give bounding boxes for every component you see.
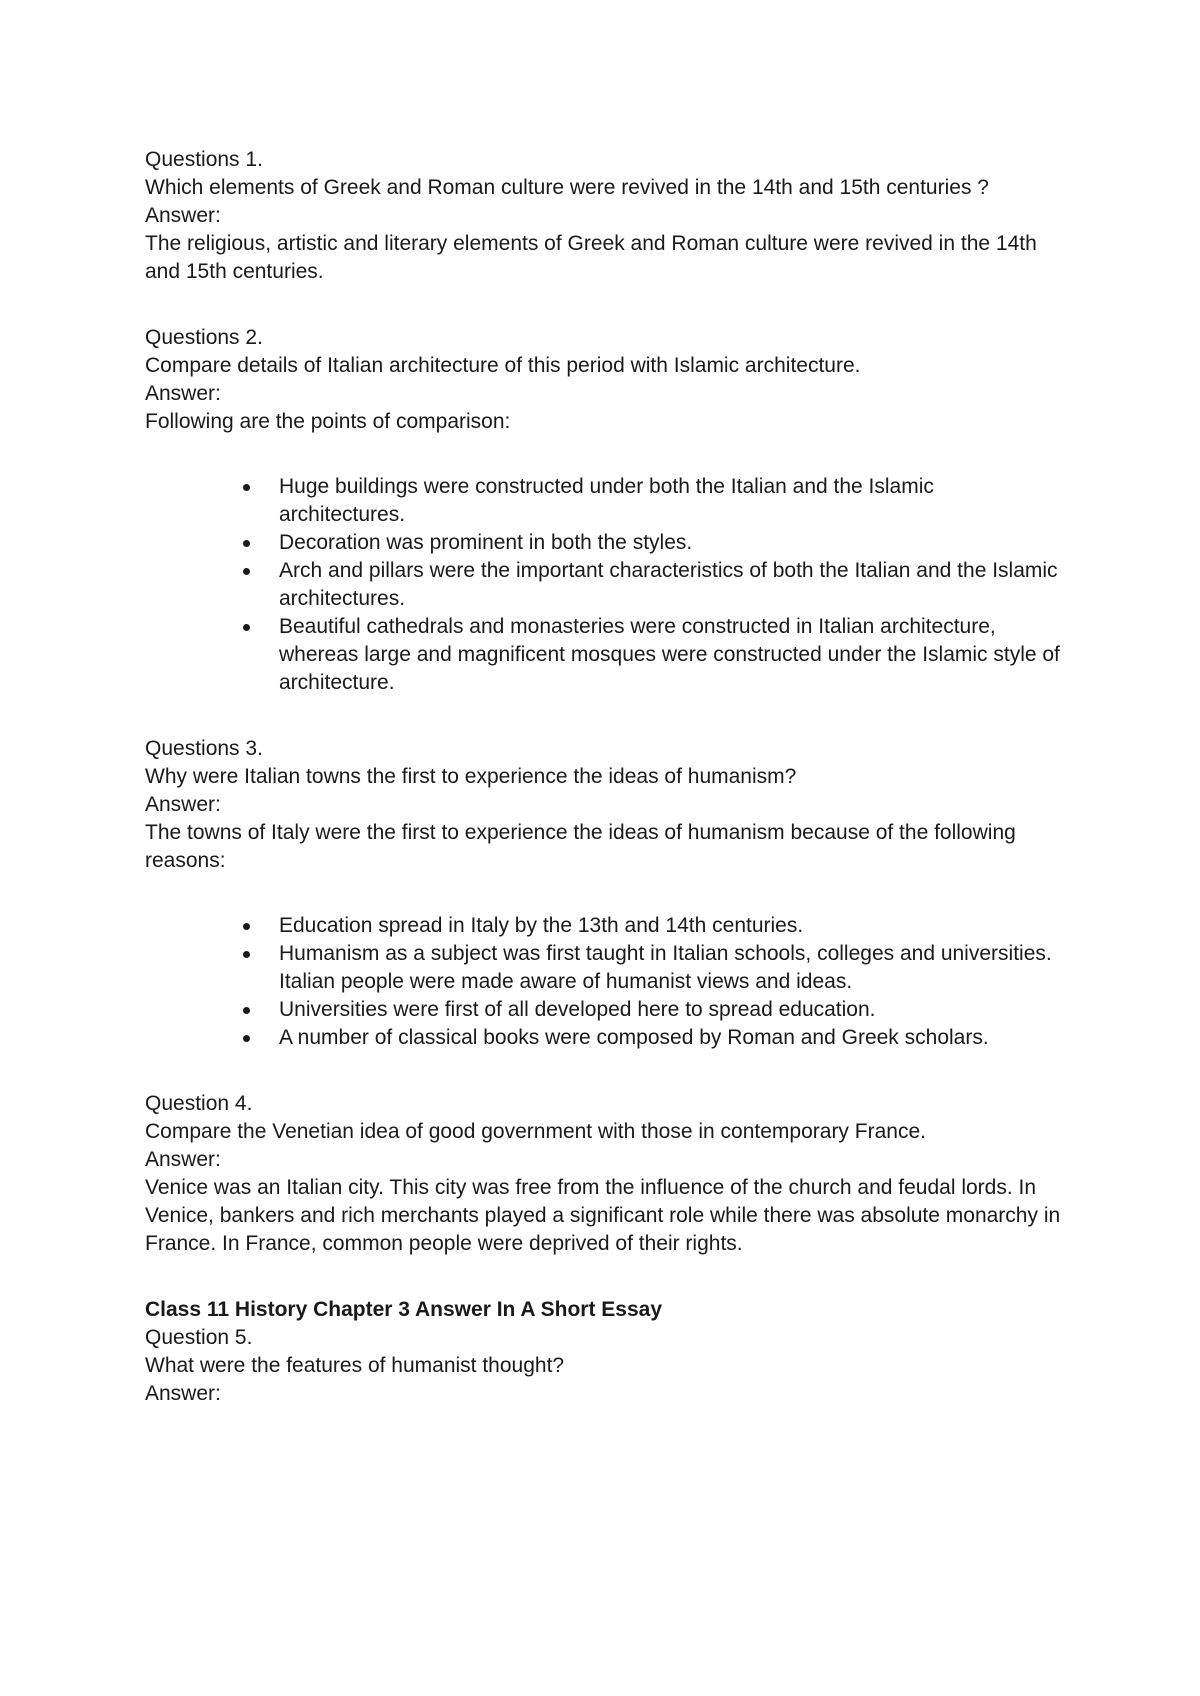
list-item-text: Huge buildings were constructed under both the Italian and the Islamic architectures.: [279, 475, 934, 526]
question-2-text: Compare details of Italian architecture of this period with Islamic architecture.: [145, 354, 861, 377]
question-2-label: Questions 2.: [145, 326, 263, 349]
bullet-icon: [243, 1007, 250, 1014]
question-5-block: [145, 1324, 1065, 1408]
question-3-points: [145, 912, 1065, 1052]
question-1-block: [145, 146, 1065, 286]
bullet-icon: [243, 624, 250, 631]
bullet-icon: [243, 1035, 250, 1042]
document-content: [145, 146, 1065, 1408]
list-item: [279, 940, 1065, 996]
question-4-text: Compare the Venetian idea of good government with those in contemporary France.: [145, 1120, 926, 1143]
question-4-label: Question 4.: [145, 1092, 253, 1115]
question-5-text: What were the features of humanist thought?: [145, 1354, 565, 1377]
question-4-answer: Venice was an Italian city. This city was free from the influence of the church and feudal lords. In Venice, bankers and rich merchants played a significant role while there was absolute monarchy in France. In France, common people were deprived of their rights.: [145, 1176, 1061, 1255]
bullet-icon: [243, 923, 250, 930]
question-3-text: Why were Italian towns the first to experience the ideas of humanism?: [145, 765, 797, 788]
question-3-block: [145, 735, 1065, 1052]
list-item-text: Humanism as a subject was first taught in Italian schools, colleges and universities. Italian people were made aware of humanist views and ideas.: [279, 942, 1052, 993]
question-2-block: [145, 324, 1065, 697]
question-1-answer-label: Answer:: [145, 204, 221, 227]
question-3-label: Questions 3.: [145, 737, 263, 760]
list-item-text: Decoration was prominent in both the styles.: [279, 531, 693, 554]
question-1-label: Questions 1.: [145, 148, 263, 171]
question-3-answer-label: Answer:: [145, 793, 221, 816]
bullet-icon: [243, 484, 250, 491]
question-2-points: [145, 473, 1065, 697]
question-2-answer-label: Answer:: [145, 382, 221, 405]
bullet-icon: [243, 540, 250, 547]
list-item: [279, 557, 1065, 613]
list-item-text: Arch and pillars were the important characteristics of both the Italian and the Islamic architectures.: [279, 559, 1058, 610]
list-item-text: A number of classical books were composed by Roman and Greek scholars.: [279, 1026, 989, 1049]
bullet-icon: [243, 951, 250, 958]
question-5-label: Question 5.: [145, 1326, 253, 1349]
question-1-answer: The religious, artistic and literary elements of Greek and Roman culture were revived in the 14th and 15th centuries.: [145, 232, 1037, 283]
list-item: [279, 613, 1065, 697]
list-item: [279, 473, 1065, 529]
list-item: [279, 912, 1065, 940]
question-5-answer-label: Answer:: [145, 1382, 221, 1405]
list-item: [279, 996, 1065, 1024]
question-4-answer-label: Answer:: [145, 1148, 221, 1171]
bullet-icon: [243, 568, 250, 575]
list-item-text: Universities were first of all developed here to spread education.: [279, 998, 876, 1021]
list-item: [279, 529, 1065, 557]
question-3-answer: The towns of Italy were the first to experience the ideas of humanism because of the following reasons:: [145, 821, 1016, 872]
question-2-answer: Following are the points of comparison:: [145, 410, 511, 433]
section-heading: Class 11 History Chapter 3 Answer In A Short Essay: [145, 1298, 663, 1321]
list-item-text: Education spread in Italy by the 13th and 14th centuries.: [279, 914, 804, 937]
question-1-text: Which elements of Greek and Roman culture were revived in the 14th and 15th centuries ?: [145, 176, 989, 199]
list-item: [279, 1024, 1065, 1052]
question-4-block: [145, 1090, 1065, 1258]
list-item-text: Beautiful cathedrals and monasteries were constructed in Italian architecture, whereas large and magnificent mosques were constructed under the Islamic style of architecture.: [279, 615, 1060, 694]
